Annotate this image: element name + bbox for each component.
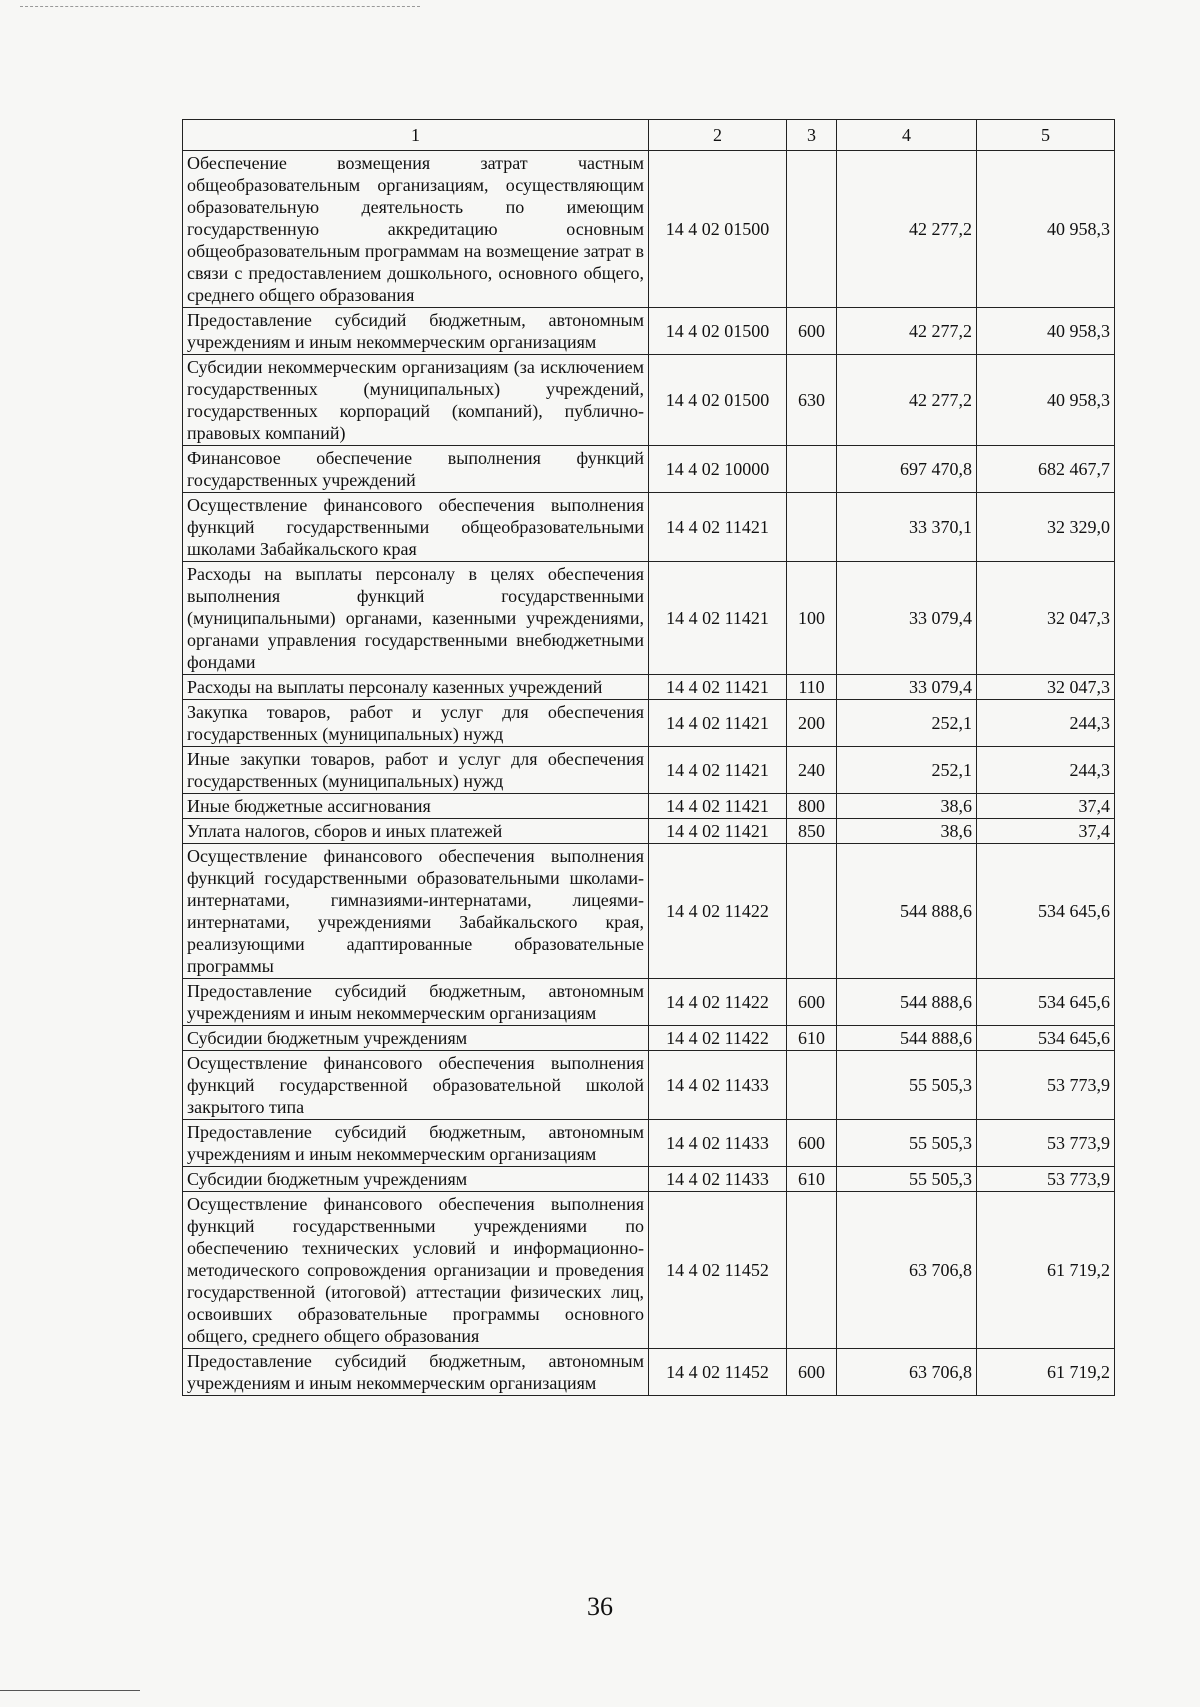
row-amount-col4: 544 888,6 [837, 979, 977, 1026]
row-amount-col5: 40 958,3 [977, 151, 1115, 308]
row-expense-type: 610 [787, 1167, 837, 1192]
row-amount-col5: 534 645,6 [977, 1026, 1115, 1051]
row-expense-type [787, 1051, 837, 1120]
row-amount-col5: 40 958,3 [977, 308, 1115, 355]
row-expense-type: 850 [787, 819, 837, 844]
row-name: Субсидии некоммерческим организациям (за исключением государственных (муниципальных) учреждений, государственных корпораций (компаний), публично-правовых компаний) [183, 355, 649, 446]
row-code: 14 4 02 11421 [649, 562, 787, 675]
row-expense-type [787, 151, 837, 308]
row-amount-col5: 61 719,2 [977, 1192, 1115, 1349]
row-name: Осуществление финансового обеспечения выполнения функций государственными учреждениями по обеспечению технических условий и информационно-методического сопровождения организации и проведения государственной (итоговой) аттестации физических лиц, освоивших образовательные программы основного общего, среднего общего образования [183, 1192, 649, 1349]
row-amount-col5: 40 958,3 [977, 355, 1115, 446]
header-col-4: 4 [837, 120, 977, 151]
row-code: 14 4 02 11421 [649, 675, 787, 700]
row-expense-type: 610 [787, 1026, 837, 1051]
row-code: 14 4 02 11422 [649, 979, 787, 1026]
row-amount-col4: 544 888,6 [837, 844, 977, 979]
row-amount-col4: 38,6 [837, 819, 977, 844]
table-row [183, 1349, 1115, 1396]
row-code: 14 4 02 11422 [649, 1026, 787, 1051]
row-code: 14 4 02 10000 [649, 446, 787, 493]
header-col-1: 1 [183, 120, 649, 151]
row-name: Обеспечение возмещения затрат частным общеобразовательным организациям, осуществляющим образовательную деятельность по имеющим государственную аккредитацию основным общеобразовательным программам на возмещение затрат в связи с предоставлением дошкольного, основного общего, среднего общего образования [183, 151, 649, 308]
table-row [183, 794, 1115, 819]
row-amount-col4: 63 706,8 [837, 1349, 977, 1396]
row-expense-type: 240 [787, 747, 837, 794]
row-amount-col5: 244,3 [977, 747, 1115, 794]
row-code: 14 4 02 11421 [649, 700, 787, 747]
row-name: Закупка товаров, работ и услуг для обеспечения государственных (муниципальных) нужд [183, 700, 649, 747]
table-row [183, 151, 1115, 308]
table-row [183, 675, 1115, 700]
budget-table [182, 119, 1115, 1396]
row-name: Предоставление субсидий бюджетным, автономным учреждениям и иным некоммерческим организациям [183, 979, 649, 1026]
row-expense-type [787, 844, 837, 979]
page-number: 36 [587, 1592, 613, 1621]
row-expense-type: 200 [787, 700, 837, 747]
row-name: Финансовое обеспечение выполнения функций государственных учреждений [183, 446, 649, 493]
row-amount-col4: 33 079,4 [837, 675, 977, 700]
row-amount-col4: 33 079,4 [837, 562, 977, 675]
row-expense-type: 600 [787, 979, 837, 1026]
table-row [183, 308, 1115, 355]
row-name: Субсидии бюджетным учреждениям [183, 1026, 649, 1051]
row-amount-col5: 61 719,2 [977, 1349, 1115, 1396]
row-expense-type: 600 [787, 308, 837, 355]
header-col-5: 5 [977, 120, 1115, 151]
table-row [183, 844, 1115, 979]
table-row [183, 700, 1115, 747]
table-row [183, 1120, 1115, 1167]
table-row [183, 979, 1115, 1026]
row-amount-col5: 32 047,3 [977, 675, 1115, 700]
row-amount-col4: 42 277,2 [837, 151, 977, 308]
row-amount-col4: 544 888,6 [837, 1026, 977, 1051]
table-row [183, 1026, 1115, 1051]
row-name: Расходы на выплаты персоналу в целях обеспечения выполнения функций государственными (муниципальными) органами, казенными учреждениями, органами управления государственными внебюджетными фондами [183, 562, 649, 675]
row-amount-col5: 53 773,9 [977, 1167, 1115, 1192]
table-row [183, 747, 1115, 794]
row-code: 14 4 02 01500 [649, 355, 787, 446]
row-amount-col5: 53 773,9 [977, 1120, 1115, 1167]
row-name: Иные закупки товаров, работ и услуг для обеспечения государственных (муниципальных) нужд [183, 747, 649, 794]
row-expense-type [787, 493, 837, 562]
row-code: 14 4 02 11452 [649, 1349, 787, 1396]
row-expense-type: 600 [787, 1120, 837, 1167]
row-code: 14 4 02 01500 [649, 151, 787, 308]
row-code: 14 4 02 11421 [649, 819, 787, 844]
row-name: Осуществление финансового обеспечения выполнения функций государственными образовательными школами-интернатами, гимназиями-интернатами, лицеями-интернатами, учреждениями Забайкальского края, реализующими адаптированные образовательные программы [183, 844, 649, 979]
row-amount-col5: 37,4 [977, 794, 1115, 819]
row-code: 14 4 02 11421 [649, 794, 787, 819]
row-code: 14 4 02 11422 [649, 844, 787, 979]
table-row [183, 562, 1115, 675]
row-name: Осуществление финансового обеспечения выполнения функций государственными общеобразовательными школами Забайкальского края [183, 493, 649, 562]
row-amount-col4: 38,6 [837, 794, 977, 819]
header-col-2: 2 [649, 120, 787, 151]
row-amount-col4: 63 706,8 [837, 1192, 977, 1349]
row-name: Иные бюджетные ассигнования [183, 794, 649, 819]
table-row [183, 819, 1115, 844]
header-row [183, 120, 1115, 151]
row-amount-col4: 252,1 [837, 700, 977, 747]
row-code: 14 4 02 01500 [649, 308, 787, 355]
row-name: Предоставление субсидий бюджетным, автономным учреждениям и иным некоммерческим организациям [183, 1349, 649, 1396]
row-amount-col4: 33 370,1 [837, 493, 977, 562]
table-row [183, 1192, 1115, 1349]
row-code: 14 4 02 11433 [649, 1167, 787, 1192]
header-col-3: 3 [787, 120, 837, 151]
row-amount-col4: 697 470,8 [837, 446, 977, 493]
row-amount-col4: 55 505,3 [837, 1120, 977, 1167]
row-expense-type: 630 [787, 355, 837, 446]
row-name: Субсидии бюджетным учреждениям [183, 1167, 649, 1192]
row-amount-col5: 534 645,6 [977, 979, 1115, 1026]
row-amount-col4: 42 277,2 [837, 355, 977, 446]
table-row [183, 493, 1115, 562]
row-expense-type: 110 [787, 675, 837, 700]
row-name: Уплата налогов, сборов и иных платежей [183, 819, 649, 844]
row-amount-col4: 252,1 [837, 747, 977, 794]
top-scan-artifact [20, 6, 420, 7]
row-amount-col5: 534 645,6 [977, 844, 1115, 979]
row-expense-type: 100 [787, 562, 837, 675]
margin-line [0, 1690, 140, 1691]
row-amount-col5: 32 329,0 [977, 493, 1115, 562]
row-expense-type [787, 1192, 837, 1349]
row-amount-col4: 42 277,2 [837, 308, 977, 355]
row-name: Осуществление финансового обеспечения выполнения функций государственной образовательной школой закрытого типа [183, 1051, 649, 1120]
row-name: Предоставление субсидий бюджетным, автономным учреждениям и иным некоммерческим организациям [183, 1120, 649, 1167]
row-expense-type [787, 446, 837, 493]
row-name: Расходы на выплаты персоналу казенных учреждений [183, 675, 649, 700]
row-expense-type: 600 [787, 1349, 837, 1396]
table-row [183, 1051, 1115, 1120]
table-row [183, 355, 1115, 446]
row-code: 14 4 02 11433 [649, 1120, 787, 1167]
row-amount-col5: 32 047,3 [977, 562, 1115, 675]
row-code: 14 4 02 11421 [649, 747, 787, 794]
row-amount-col5: 37,4 [977, 819, 1115, 844]
row-amount-col4: 55 505,3 [837, 1167, 977, 1192]
row-code: 14 4 02 11452 [649, 1192, 787, 1349]
table-row [183, 1167, 1115, 1192]
row-amount-col4: 55 505,3 [837, 1051, 977, 1120]
row-code: 14 4 02 11433 [649, 1051, 787, 1120]
row-expense-type: 800 [787, 794, 837, 819]
row-amount-col5: 682 467,7 [977, 446, 1115, 493]
row-code: 14 4 02 11421 [649, 493, 787, 562]
table-row [183, 446, 1115, 493]
row-amount-col5: 244,3 [977, 700, 1115, 747]
row-name: Предоставление субсидий бюджетным, автономным учреждениям и иным некоммерческим организациям [183, 308, 649, 355]
row-amount-col5: 53 773,9 [977, 1051, 1115, 1120]
